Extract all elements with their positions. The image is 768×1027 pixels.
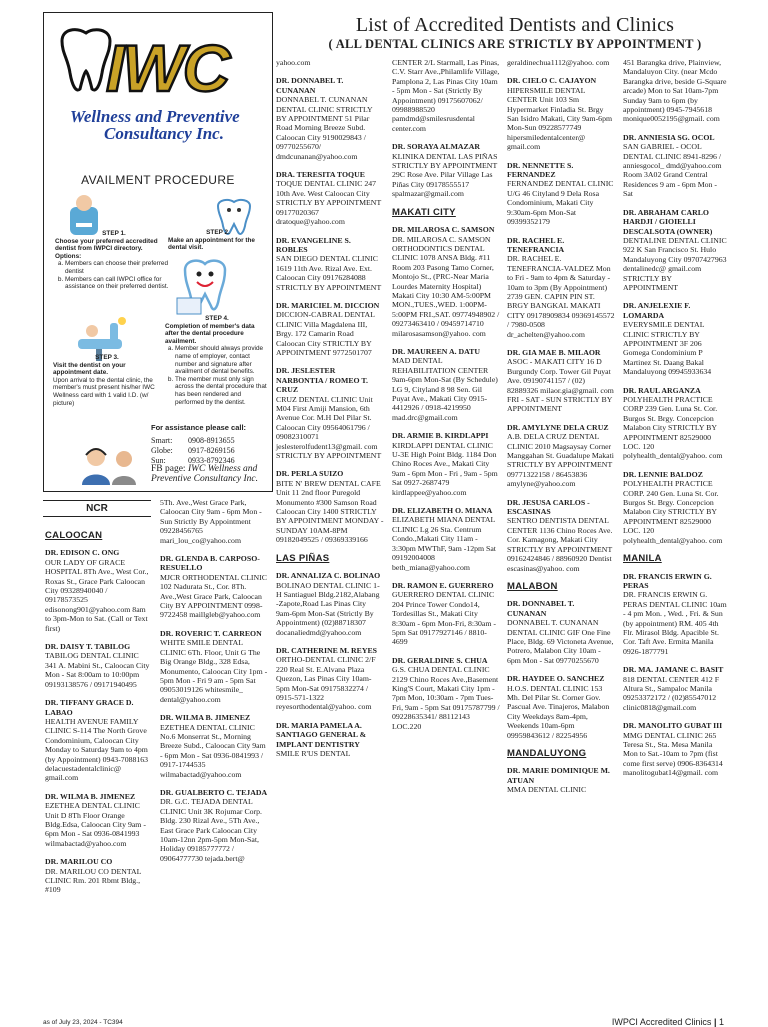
dentist-name: DR. GERALDINE S. CHUA (392, 655, 488, 665)
clinic-details: POLYHEALTH PRACTICE CORP. 240 Gen. Luna St. Cor. Burgos St. Brgy. Concepcion Malabon City STRICTLY BY APPOINTMENT 82529000 LOC. 120 polyhealth_dental@yahoo. com (623, 479, 723, 545)
clinic-details: SMILE R'US DENTAL (276, 749, 351, 758)
dentist-name: DR. MA. JAMANE C. BASIT (623, 665, 724, 675)
directory-column-4 (392, 58, 500, 740)
clinic-details: DR. MARILOU CO DENTAL CLINIC Rm. 201 Rbmt Bldg., #109 (45, 866, 142, 895)
clinic-details: SENTRO DENTISTA DENTAL CENTER 1136 Chino Roces Ave. Cor. Kamagong, Makati City STRICTLY BY APPOINTMENT 09162424846 / 88960920 Dentist escasinas@yahoo. com (507, 516, 613, 573)
fb-page-link[interactable]: IWC Wellness and Preventive Consultancy Inc. (151, 464, 259, 484)
dentist-name: DR. HAYDEE O. SANCHEZ (507, 674, 605, 684)
region-label: NCR (43, 500, 151, 517)
dentist-name: DR. TIFFANY GRACE D. LABAO (45, 698, 134, 717)
step-1-options-label: Options: (55, 252, 82, 260)
dentist-entry (160, 554, 268, 620)
clinic-details: KIRDLAPPI DENTAL CLINIC U-3E High Point Bldg. 1184 Don Chino Roces Ave., Makati City 9am - 6pm Mon - Fri , 9am - 5pm Sat 0927-2687479 kirdlappee@yahoo.com (392, 440, 498, 497)
dentist-name: DRA. TERESITA TOQUE (276, 170, 365, 180)
clinic-details: MJCR ORTHODENTAL CLINIC 102 Nadurata St., Cor. 8Th. Ave.,West Grace Park, Caloocan City BY APPOINTMENT 0998-9722458 maillgleb@yahoo.com (160, 572, 267, 620)
dentist-name: DR. JESUSA CARLOS - ESCASINAS (507, 497, 590, 517)
clinic-details: 818 DENTAL CENTER 412 F Altura St., Sampaloc Manila 09253372172 / (02)85547012 clinic0818@gmail.com (623, 674, 720, 712)
dentist-entry (392, 225, 500, 338)
dentist-entry (392, 142, 500, 198)
dentist-name: DR. EDISON C. ONG (45, 548, 120, 558)
section-heading: MANDALUYONG (507, 748, 587, 759)
clinic-details: WHITE SMILE DENTAL CLINIC 6Th. Floor, Unit G The Big Orange Bldg., 328 Edsa, Monumento, Caloocan City 1pm - 5pm Mon - Fri 9 am - 5pm Sat 09053019126 whitesmile_ dental@yahoo.com (160, 638, 268, 704)
directory-column-6 (623, 58, 727, 787)
step-1 (55, 230, 173, 291)
dentist-entry (45, 792, 152, 848)
dentist-name: DR. EVANGELINE S. ROBLES (276, 235, 351, 254)
dentist-name: DR. WILMA B. JIMENEZ (45, 791, 136, 801)
dentist-name: DR. ANNALIZA C. BOLINAO (276, 571, 381, 581)
dentist-name: DR. RACHEL E. TENEFRANCIA (507, 235, 565, 254)
page-header (280, 14, 750, 52)
company-logo (48, 23, 266, 161)
dentist-name: DR. ARMIE B. KIRDLAPPI (392, 431, 489, 441)
clinic-details: HEALTH AVENUE FAMILY CLINIC S-114 The North Grove Condominium, Caloocan City Monday to Saturday 9am to 4pm (by Appointment) 0943-7088163 delacuestadentalclinic@ gmail.com (45, 716, 149, 783)
clinic-details: G.S. CHUA DENTAL CLINIC 2129 Chino Roces Ave.,Basement King'S Court, Makati City 1pm - 7pm Mon, 10:30am - 7pm Tues-Fri, 9am - 5pm Sat 09175787799 / 09228635341/ 88112143 LOC.220 (392, 665, 500, 731)
clinic-details: HIPERSMILE DENTAL CENTER Unit 103 Sm Hypermarket Finladia St. Brgy San Isidro Makati, City 9am-6pm Mon-Sun 09228577749 hipersmiledentalcenter@ gmail.com (507, 85, 613, 152)
dentist-entry (45, 642, 152, 689)
directory-column-1 (45, 527, 152, 904)
dentist-entry (623, 572, 727, 657)
dentist-entry (160, 713, 268, 779)
logo-tagline (70, 108, 270, 142)
clinic-details: DR. G.C. TEJADA DENTAL CLINIC Unit 3K Rojumar Corp. Bldg. 230 Rizal Ave., 5Th Ave., East Grace Park Caloocan City 10am-12nn 2pm-5pm Mon-Sat, Holiday 09185777772 / 09064777730 tejada.bert@ (160, 797, 263, 863)
dentist-name: DR. CATHERINE M. REYES (276, 645, 378, 655)
tagline-line-1: Wellness and Preventive (70, 107, 240, 126)
dentist-name: DR. SORAYA ALMAZAR (392, 142, 481, 152)
clinic-details: FERNANDEZ DENTAL CLINIC U/G 46 Cityland 9 Dela Rosa Condominium, Makati City 9:30am-6pm Mon-Sat 09399352179 (507, 179, 614, 227)
dentist-entry (276, 469, 384, 544)
dentist-entry (276, 646, 384, 712)
dentist-entry (507, 161, 615, 227)
dentist-entry (507, 423, 615, 489)
step-1-option-a: a. Members can choose their preferred dentist (65, 260, 173, 275)
dentist-entry (623, 301, 727, 376)
dentist-entry (623, 665, 727, 712)
step-2-title: STEP 2. (206, 229, 230, 236)
contact-label: Sun: (151, 456, 166, 465)
dentist-name: DR. AMYLYNE DELA CRUZ (507, 422, 609, 432)
dentist-name: DR. NENNETTE S. FERNANDEZ (507, 160, 574, 180)
dentist-entry (276, 366, 384, 460)
procedure-heading: AVAILMENT PROCEDURE (81, 173, 235, 187)
step-4-item-b: b. The member must only sign across the dental procedure that has been rendered and performed by the dentist. (175, 376, 269, 406)
clinic-details: ASOC - MAKATI CITY 16 D Burgundy Corp. Tower Gil Puyat Ave. 09190741157 / (02) 82889326 milaor.gia@gmail. com FRI - SAT - SUN STRICTLY BY APPOINTMENT (507, 357, 614, 414)
dentist-entry (507, 348, 615, 414)
contact-label: Smart: (151, 436, 173, 445)
section-heading: MANILA (623, 553, 662, 565)
dentist-name: DR. ROVERIC T. CARREON (160, 628, 262, 638)
clinic-details: SAN DIEGO DENTAL CLINIC 1619 11th Ave. Rizal Ave. Ext. Caloocan City 09176284088 STRICTLY BY APPOINTMENT (276, 254, 382, 292)
step-3 (53, 354, 161, 407)
assistance-heading: For assistance please call: (151, 423, 247, 432)
dentist-entry (507, 76, 615, 151)
clinic-details: SAN GABRIEL - OCOL DENTAL CLINIC 8941-8296 / anniesgocol_ dmd@yahoo.com Room 3A02 Grand Central Residences 9 am - 6pm Mon - Sat (623, 142, 722, 199)
clinic-details: CRUZ DENTAL CLINIC Unit M04 First Amiji Mansion, 6th Avenue Cor. M.H Del Pilar St. Caloocan City 09564061796 / 09082310071 jeslesterolfudent13@gmail. com STRICTLY BY APPOINTMENT (276, 394, 382, 461)
step-3-body: Upon arrival to the dental clinic, the member's must present his/her IWC Wellness card with 1 valid I.D. (w/ picture) (53, 376, 155, 407)
clinic-details: OUR LADY OF GRACE HOSPITAL 8Th Ave., West Cor., Roxas St., Grace Park Caloocan City 09328940040 / 09178573525 edisonong901@yahoo.com 8am to 3pm-Mon to Sat. (Call or Text first) (45, 557, 149, 633)
entry-continuation: geraldinechua1112@yahoo. com (507, 58, 610, 67)
dentist-name: DR. ANNIESIA SG. OCOL (623, 132, 715, 142)
contact-number[interactable]: 0908-8913655 (188, 436, 235, 445)
page-subtitle: ( ALL DENTAL CLINICS ARE STRICTLY BY APPOINTMENT ) (328, 37, 702, 51)
dentist-name: DR. MARIA PAMELA A. SANTIAGO GENERAL & IMPLANT DENTISTRY (276, 720, 367, 749)
dentist-name: DR. GIA MAE B. MILAOR (507, 347, 601, 357)
dentist-entry (160, 788, 268, 863)
dentist-entry (623, 470, 727, 545)
dentist-name: DR. RAMON E. GUERRERO (392, 580, 494, 590)
step-1-title: STEP 1. (102, 230, 126, 237)
dentist-name: DR. ANJELEXIE F. LOMARDA (623, 301, 691, 320)
clinic-details: EVERYSMILE DENTAL CLINIC STRICTLY BY APPOINTMENT 3F 206 Gomega Condominium P Martinez St. Daang Bakal Mandaluyong 09945933634 (623, 320, 712, 377)
clinic-details: EZETHEA DENTAL CLINIC No.6 Monserrat St., Morning Breeze Subd., Caloocan City 9am - 6pm Mon - Sat 0936-0841993 / 0917-1744535 wilmabactad@yahoo.com (160, 722, 266, 779)
clinic-details: A.B. DELA CRUZ DENTAL CLINIC 2010 Magsaysay Corner Manggahan St. Guadalupe Makati STRICTLY BY APPOINTMENT 09771322158 / 86453836 amylyne@yahoo.com (507, 432, 614, 489)
step-2 (168, 229, 268, 252)
dentist-name: DR. FRANCIS ERWIN G. PERAS (623, 571, 712, 590)
dentist-name: DR. WILMA B. JIMENEZ (160, 713, 251, 723)
dentist-name: DR. LENNIE BALDOZ (623, 469, 703, 479)
dentist-entry (623, 721, 727, 777)
step-1-text: Choose your preferred accredited dentist from IWPCI directory. (55, 237, 158, 253)
entry-continuation: 451 Barangka drive, Plainview, Mandaluyon City. (near Mcdo Barangka drive, beside G-Square arcade) Mon to Sat 10am-7pm Sunday 9am to 6pm (by appointment) 0945-7945618 monique0052195@gmail. com (623, 58, 727, 124)
tagline-line-2: Consultancy Inc. (104, 124, 224, 143)
clinic-details: MMA DENTAL CLINIC (507, 785, 587, 795)
dentist-name: DR. ABRAHAM CARLO HARDJI / GIOIELLI DESCALSOTA (OWNER) (623, 207, 713, 236)
dentist-entry (507, 599, 615, 665)
page-number: 1 (718, 1017, 724, 1027)
dentist-name: DR. JESLESTER NARBONTIA / ROMEO T. CRUZ (276, 366, 368, 395)
contact-label: Globe: (151, 446, 173, 455)
clinic-details: ORTHO-DENTAL CLINIC 2/F 220 Real St. E.Alvana Plaza Quezon, Las Pinas City 10am-5pm Mon-Sat 09175832274 / 0915-571-1322 reyesorthodental@yahoo. com (276, 655, 376, 712)
footer-date: as of July 23, 2024 - TC394 (43, 1019, 123, 1026)
dentist-entry (276, 170, 384, 226)
clinic-details: H.O.S. DENTAL CLINIC 153 Mh. Del Pilar St. Corner Gov. Pascual Ave. Tinajeros, Malabon City Weekdays 8am-4pm, Weekends 10am-6pm 09959843612 / 82254956 (507, 683, 610, 740)
dentist-entry (45, 548, 152, 633)
iwc-logo-icon (48, 23, 266, 113)
directory-column-2 (160, 498, 268, 872)
clinic-details: DICCION-CABRAL DENTAL CLINIC Villa Magdalena III, Brgy. 172 Camarin Road Caloocan City STRICTLY BY APPOINTMENT 9772501707 (276, 310, 375, 357)
dentist-name: DR. DAISY T. TABILOG (45, 642, 131, 652)
dentist-name: DR. DONNABEL T. CUNANAN (507, 599, 575, 618)
step-3-title: STEP 3. (95, 354, 119, 361)
section-heading: MALABON (507, 580, 558, 592)
clinic-details: KLINIKA DENTAL LAS PIÑAS STRICTLY BY APPOINTMENT 29C Rose Ave. Pilar Village Las Piñas City 09178555517 spalmazar@gmail.com (392, 151, 498, 199)
dentist-entry (276, 721, 384, 759)
footer-title: IWPCI Accredited Clinics (611, 1017, 712, 1027)
entry-continuation: yahoo.com (276, 58, 311, 67)
step-4-text: Completion of member's data after the dental procedure availment. (165, 322, 255, 345)
dentist-name: DR. ELIZABETH O. MIANA (392, 506, 493, 516)
dentist-entry (392, 656, 500, 731)
dentist-name: DR. RAUL ARGANZA (623, 385, 701, 395)
clinic-details: DENTALINE DENTAL CLINIC 922 K San Francisco St. Hulo Mandaluyong City 09707427963 dentalinedc@ gmail.com STRICTLY BY APPOINTMENT (623, 235, 727, 292)
dentist-entry (623, 386, 727, 461)
clinic-details: MAD DENTAL REHABILITATION CENTER 9am-6pm Mon-Sat (By Schedule) LG 9, Cityland 8 98 Sen. Gil Puyat Ave., Makati City 0915-4412926 / 0918-4219950 mad.drc@gmail.com (392, 356, 498, 422)
fb-label: FB page: (151, 464, 186, 474)
dentist-name: DR. MARILOU CO (45, 857, 113, 867)
clinic-details: DR. FRANCIS ERWIN G. PERAS DENTAL CLINIC 10am - 4 pm Mon. , Wed. , Fri. & Sun (by appointment) RM. 405 4th Flr. Mirasol Bldg. Apacible St. Cor. Taft Ave. Ermita Manila 0926-1877791 (623, 590, 727, 656)
dentist-name: DR. DONNABEL T. CUNANAN (276, 76, 344, 95)
step-4-item-a: a. Member should always provide name of employer, contact number and signature after availment of dental benefits. (175, 345, 269, 375)
info-panel (43, 12, 273, 492)
dentist-entry (45, 857, 152, 895)
section-heading: LAS PIÑAS (276, 552, 330, 564)
dentist-entry (507, 236, 615, 339)
directory-column-5 (507, 58, 615, 804)
dentist-name: DR. PERLA SUIZO (276, 469, 344, 479)
entry-continuation: CENTER 2/L Starmall, Las Pinas, C.V. Starr Ave.,Philamlife Village, Pamplona 2, Las Pinas City 10am - 5pm Mon - Sat (Strictly By Appointment) 09175607062/ 09988988520 pamdmd@smilesrusdental center.com (392, 58, 500, 133)
contact-row (151, 446, 235, 456)
clinic-details: TOQUE DENTAL CLINIC 247 10th Ave. West Caloocan City STRICTLY BY APPOINTMENT 09177020367 dratoque@yahoo.com (276, 179, 382, 227)
clinic-details: DONNABEL T. CUNANAN DENTAL CLINIC GIF One Fine Place, Bldg. 69 Victoneta Avenue, Potrero, Malabon City 10am - 6pm Mon - Sat 09770255670 (507, 618, 614, 665)
dentist-name: DR. MILAROSA C. SAMSON (392, 225, 495, 235)
dentist-entry (276, 76, 384, 161)
page-title: List of Accredited Dentists and Clinics (355, 14, 675, 36)
clinic-details: DONNABEL T. CUNANAN DENTAL CLINIC STRICTLY BY APPOINTMENT 51 Pilar Road Morning Breeze Subd. Caloocan City 9190029843 / 09770255670/ dmdcunanan@yahoo.com (276, 95, 373, 161)
section-heading: CALOOCAN (45, 530, 103, 541)
dentist-name: DR. MARICIEL M. DICCION (276, 300, 380, 310)
clinic-details: EZETHEA DENTAL CLINIC Unit D 8Th Floor Orange Bldg.Edsa, Caloocan City 9am - 6pm Mon - Sat 0936-0841993 wilmabactad@yahoo.com (45, 801, 146, 848)
dentist-entry (276, 301, 384, 357)
contact-number[interactable]: 0917-8269156 (188, 446, 235, 455)
clinic-details: MMG DENTAL CLINIC 265 Teresa St., Sta. Mesa Manila Mon to Sat.-10am to 7pm (fist come first serve) 0906-8364314 manolitogubat14@gmail. com (623, 730, 723, 778)
clinic-details: DR. MILAROSA C. SAMSON ORTHODONTICS DENTAL CLINIC 1078 ANSA Bldg. #11 Room 203 Pasong Tamo Corner, Montojo St., (PRC-Near Maria Lourdes Maternity Hospital) Makati City 10:30 AM-5:00PM MON.,TUES.,WED. 1:00PM-5:00PM FRI.,SAT. 09774948902 / 09273463410 / 09459714710 milarosasamson@yahoo. com (392, 234, 500, 338)
clinic-details: DR. RACHEL E. TENEFRANCIA-VALDEZ Mon to Fri - 9am to 4pm & Saturday - 10am to 3pm (By Appointment) 2739 GEN. CAPIN PIN ST. BRGY BANGKAL MAKATI CITY 09178909834 09369145572 / 7980-0508 dr_achelten@yahoo.com (507, 254, 615, 339)
step-2-text: Make an appointment for the dental visit. (168, 236, 255, 252)
dentist-entry (623, 133, 727, 199)
dentist-entry (507, 498, 615, 573)
dentist-entry (507, 674, 615, 740)
assistance-contacts (151, 436, 235, 466)
dentist-name: DR. GUALBERTO C. TEJADA (160, 787, 268, 797)
step-4 (165, 315, 269, 406)
clinic-details: TABILOG DENTAL CLINIC 341 A. Mabini St., Caloocan City Mon - Sat 8:00am to 10:00pm 09193138576 / 09171940495 (45, 651, 150, 689)
dentist-entry (392, 506, 500, 572)
entry-continuation: 5Th. Ave.,West Grace Park, Caloocan City 9am - 6pm Mon - Sun Strictly By Appointment 09228456765 mari_lou_co@yahoo.com (160, 498, 262, 545)
dentist-entry (507, 766, 615, 794)
dentist-entry (392, 581, 500, 647)
dentist-entry (392, 431, 500, 497)
svg-text:IWC: IWC (106, 31, 229, 105)
dentist-name: DR. MAUREEN A. DATU (392, 346, 481, 356)
clinic-details: ELIZABETH MIANA DENTAL CLINIC Lg 26 Sta. Centrum Condo.,Makati City 11am - 3:30pm MWThF, 9am -12pm Sat 09192004008 beth_miana@yahoo.com (392, 515, 496, 572)
call-center-icon (76, 443, 150, 487)
step-4-title: STEP 4. (205, 315, 229, 322)
facebook-page (151, 464, 269, 484)
clinic-details: GUERRERO DENTAL CLINIC 204 Prince Tower Condo14, Tordesillas St., Makati City 8:30am - 6pm Mon-Fri, 8:30am - 5pm Sat 09177927146 / 8810-4699 (392, 590, 496, 647)
step-1-option-b: b. Members can call IWPCI office for assistance on their preferred dentist. (65, 276, 173, 291)
smiling-tooth-icon (175, 258, 235, 318)
dentist-entry (45, 698, 152, 783)
clinic-details: POLYHEALTH PRACTICE CORP 239 Gen. Luna St. Cor. Burgos St. Brgy. Concepcion Malabon City STRICTLY BY APPOINTMENT 82529000 LOC. 120 polyhealth_dental@yahoo. com (623, 395, 723, 461)
contact-number[interactable]: 0933-8792346 (188, 456, 235, 465)
step-3-text: Visit the dentist on your appointment date. (53, 361, 126, 377)
dentist-entry (623, 208, 727, 293)
directory-column-3 (276, 58, 384, 767)
section-heading: MAKATI CITY (392, 206, 456, 218)
dentist-entry (160, 629, 268, 704)
dentist-entry (276, 236, 384, 292)
dentist-name: DR. CIELO C. CAJAYON (507, 76, 597, 86)
contact-row (151, 436, 235, 446)
dentist-name: DR. GLENDA B. CARPOSO-RESUELLO (160, 554, 260, 573)
footer-right: IWPCI Accredited Clinics | 1 (611, 1017, 724, 1027)
dentist-entry (392, 347, 500, 422)
clinic-details: BOLINAO DENTAL CLINIC 1-H Santiaguel Bldg.2182,Alabang -Zapote,Road Las Pinas City 9am-6pm Mon-Sat (Strictly By Appointment) (02)88718307 docanaliedmd@yahoo.com (276, 580, 380, 637)
dentist-name: DR. MANOLITO GUBAT III (623, 721, 723, 731)
dentist-name: DR. MARIE DOMINIQUE M. ATUAN (507, 766, 610, 785)
dentist-entry (276, 571, 384, 637)
clinic-details: BITE N' BREW DENTAL CAFE Unit 11 2nd floor Puregold Monumento #300 Samson Road Caloocan City 1400 STRICTLY BY APPOINTMENT MONDAY - SUNDAY 10AM-8PM 09182049525 / 09369339166 (276, 478, 384, 545)
